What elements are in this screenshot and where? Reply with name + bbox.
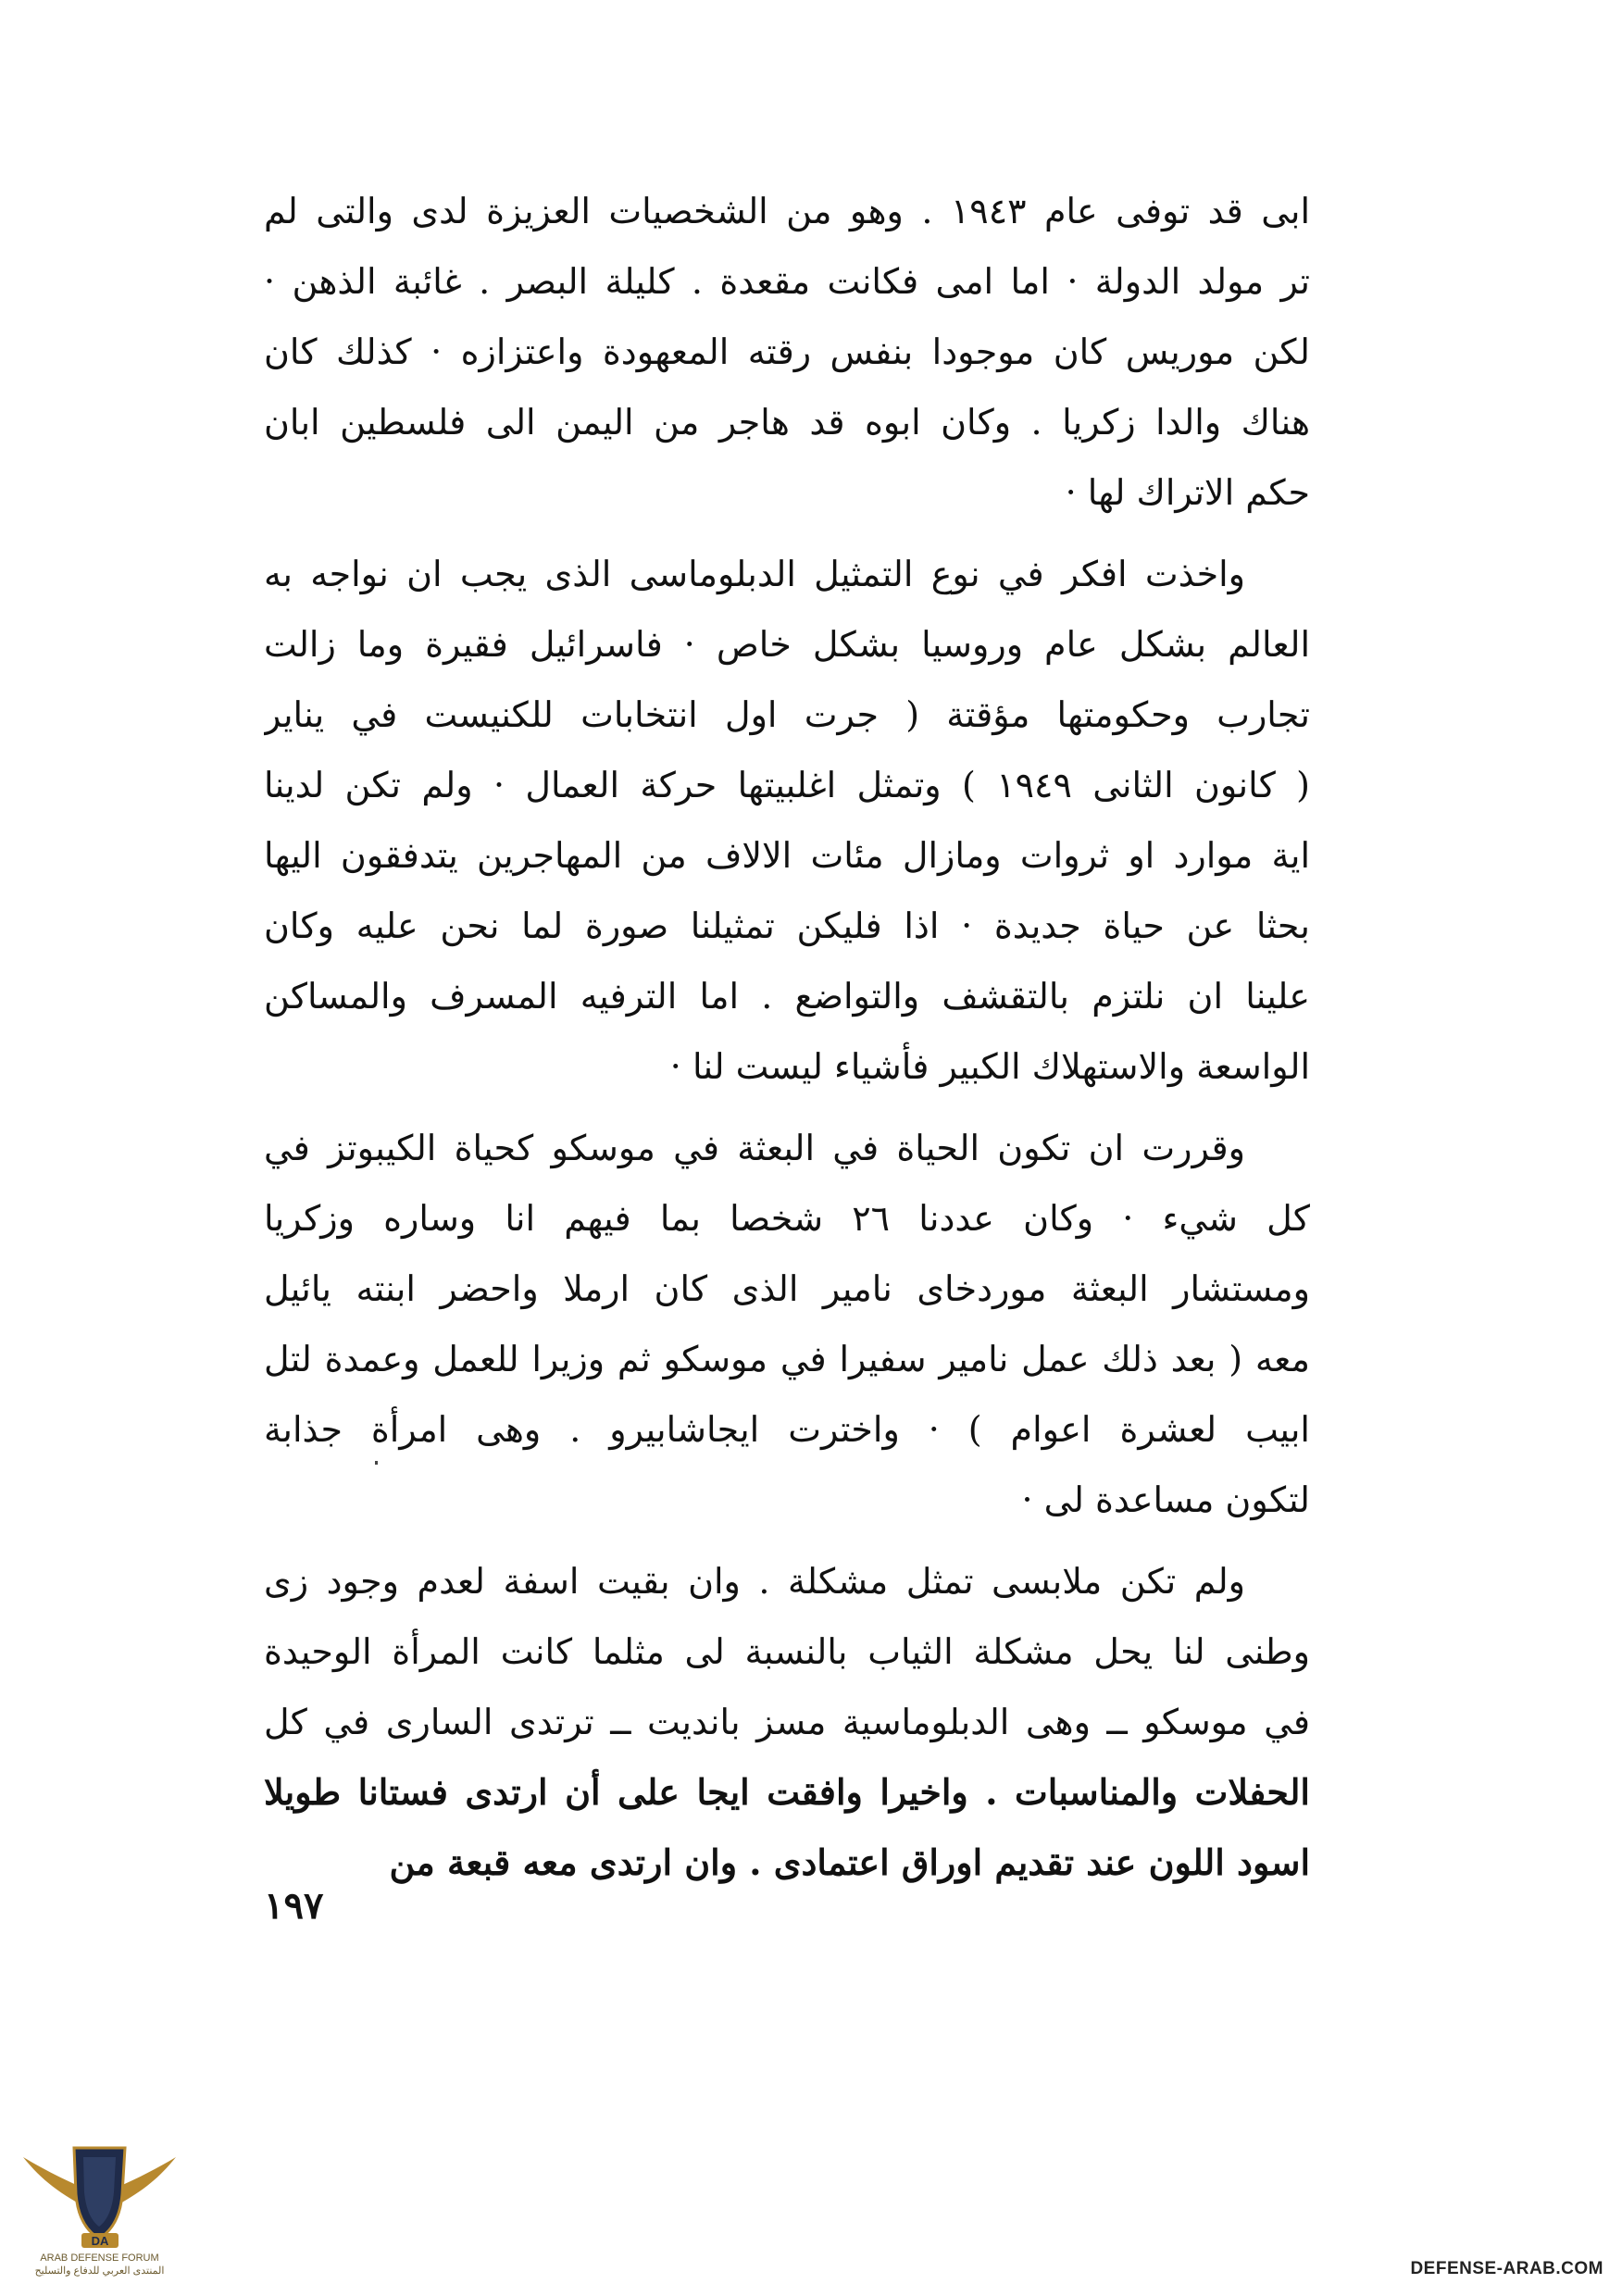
text-line: لتكون مساعدة لى · (1021, 1479, 1310, 1520)
text-line: الحفلات والمناسبات . واخيرا وافقت ايجا على أن ارتدى فستانا طويلا (264, 1771, 1310, 1813)
page-text (264, 176, 1310, 1909)
text-line: كل شيء · وكان عددنا ٢٦ شخصا بما فيهم انا وساره وزكريا (264, 1198, 1310, 1239)
text-line: حكم الاتراك لها · (1065, 472, 1310, 513)
text-line: اسود اللون عند تقديم اوراق اعتمادى . وان ارتدى معه قبعة من (389, 1841, 1310, 1883)
text-line: ابى قد توفى عام ١٩٤٣ . وهو من الشخصيات العزيزة لدى والتى لم (264, 191, 1310, 231)
paragraph (264, 1546, 1310, 1898)
text-line: وطنى لنا يحل مشكلة الثياب بالنسبة لى مثلما كانت المرأة الوحيدة (264, 1631, 1310, 1672)
text-line: لكن موريس كان موجودا بنفس رقته المعهودة واعتزازه · كذلك كان (264, 331, 1310, 372)
text-line: اية موارد او ثروات ومازال مئات الالاف من المهاجرين يتدفقون اليها (264, 835, 1310, 876)
text-line: ولم تكن ملابسى تمثل مشكلة . وان بقيت اسفة لعدم وجود زى (264, 1561, 1245, 1602)
text-line: العالم بشكل عام وروسيا بشكل خاص · فاسرائيل فقيرة وما زالت (264, 624, 1310, 665)
paragraph (264, 539, 1310, 1102)
text-line: الواسعة والاستهلاك الكبير فأشياء ليست لنا · (669, 1046, 1310, 1087)
text-line: ابيب لعشرة اعوام ) · واخترت ايجاشابيرو . وهى امرأة جذابة (264, 1409, 1310, 1450)
logo-line-english: ARAB DEFENSE FORUM (40, 2252, 159, 2264)
text-line: معه ( بعد ذلك عمل نامير سفيرا في موسكو ثم وزيرا للعمل وعمدة لتل (264, 1339, 1310, 1379)
text-line: ( كانون الثانى ١٩٤٩ ) وتمثل اغلبيتها حركة العمال · ولم تكن لدينا (264, 765, 1310, 805)
page-number: ١٩٧ (264, 1884, 324, 1928)
text-line: في موسكو ــ وهى الدبلوماسية مسز بانديت ــ ترتدى السارى في كل (264, 1702, 1310, 1742)
text-line: ومستشار البعثة موردخاى نامير الذى كان ارملا واحضر ابنته يائيل (264, 1268, 1310, 1309)
logo-badge-text: DA (91, 2234, 109, 2248)
text-line: علينا ان نلتزم بالتقشف والتواضع . اما الترفيه المسرف والمساكن (264, 976, 1310, 1017)
text-line: واخذت افكر في نوع التمثيل الدبلوماسى الذى يجب ان نواجه به (264, 554, 1245, 594)
logo-line-arabic: المنتدى العربي للدفاع والتسليح (34, 2265, 165, 2277)
scan-speck (375, 1461, 378, 1465)
text-line: تر مولد الدولة · اما امى فكانت مقعدة . كليلة البصر . غائبة الذهن · (264, 261, 1310, 302)
logo-caption (9, 2252, 190, 2277)
text-line: بحثا عن حياة جديدة · اذا فليكن تمثيلنا صورة لما نحن عليه وكان (264, 905, 1310, 946)
text-line: وقررت ان تكون الحياة في البعثة في موسكو كحياة الكيبوتز في (264, 1128, 1245, 1168)
paragraph (264, 1113, 1310, 1535)
paragraph (264, 176, 1310, 528)
site-watermark: DEFENSE-ARAB.COM (1410, 2259, 1603, 2278)
text-line: هناك والدا زكريا . وكان ابوه قد هاجر من اليمن الى فلسطين ابان (264, 402, 1310, 443)
text-line: تجارب وحكومتها مؤقتة ( جرت اول انتخابات للكنيست في يناير (264, 694, 1310, 735)
